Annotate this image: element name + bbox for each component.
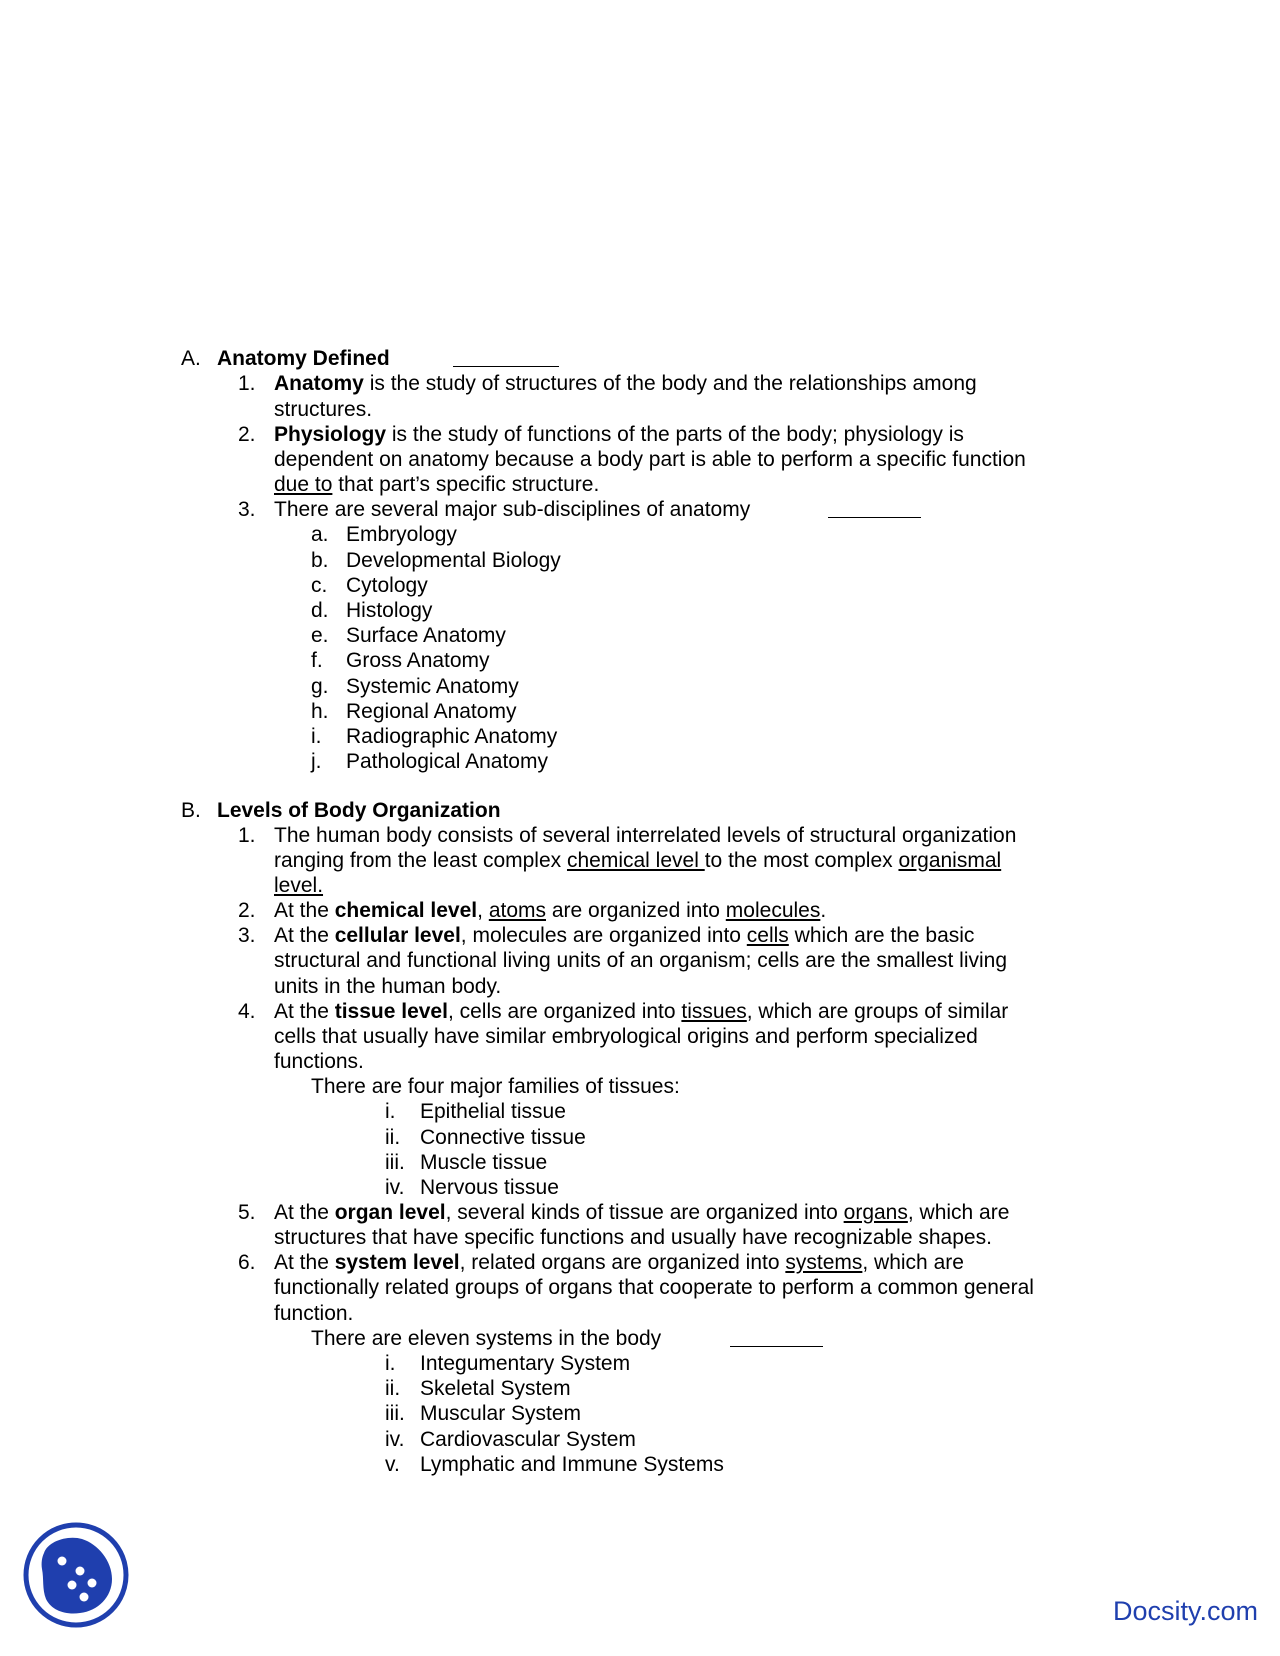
sub-label: Gross Anatomy	[346, 649, 490, 672]
sub-marker: ii.	[385, 1377, 401, 1400]
section-b-letter: B.	[181, 799, 201, 822]
underlined-text: cells	[746, 924, 789, 947]
item-number: 1.	[238, 824, 256, 847]
term-cellular-level: cellular level	[334, 924, 461, 947]
fill-blank	[730, 1326, 823, 1347]
list-item-continuation	[0, 948, 1280, 974]
term-anatomy: Anatomy	[274, 372, 364, 395]
sub-label: Skeletal System	[420, 1377, 571, 1400]
sub-marker: j.	[311, 750, 322, 773]
sub-list-item	[0, 749, 1280, 775]
item-text-part: functionally related groups of organs that cooperate to perform a common general	[274, 1276, 1034, 1299]
item-text	[274, 472, 599, 498]
section-b-heading	[0, 798, 1280, 824]
item-number: 1.	[238, 372, 256, 395]
sub-label: Lymphatic and Immune Systems	[420, 1453, 724, 1476]
item-text-part: cells that usually have similar embryological origins and perform specialized	[274, 1025, 978, 1048]
sub-marker: e.	[311, 624, 329, 647]
sub-marker: i.	[385, 1100, 396, 1123]
item-text-part: , which are	[907, 1201, 1010, 1224]
sub-marker: i.	[311, 725, 322, 748]
underlined-text: organs	[843, 1201, 908, 1224]
item-text-part: , which are groups of similar	[746, 1000, 1009, 1023]
sub-list-item	[0, 724, 1280, 750]
list-item	[0, 898, 1280, 924]
docsity-logo-icon	[22, 1521, 130, 1629]
item-text-part: which are the basic	[788, 924, 975, 947]
item-number: 6.	[238, 1251, 256, 1274]
item-text-part: , which are	[862, 1251, 964, 1274]
sub-marker: h.	[311, 700, 329, 723]
sub-list-item	[0, 1175, 1280, 1201]
term-system-level: system level	[334, 1251, 460, 1274]
sub-label: Muscle tissue	[420, 1151, 548, 1174]
list-item	[0, 923, 1280, 949]
list-item-continuation	[0, 848, 1280, 874]
sub-label: Connective tissue	[420, 1126, 586, 1149]
underlined-text: atoms	[488, 899, 546, 922]
sub-list-item	[0, 623, 1280, 649]
fill-blank	[453, 346, 559, 367]
underlined-text: systems	[785, 1251, 863, 1274]
item-text-part: At the	[274, 1201, 335, 1224]
sub-label: Pathological Anatomy	[346, 750, 548, 773]
docsity-brand-link[interactable]: Docsity.com	[1112, 1596, 1258, 1626]
sub-list-item	[0, 548, 1280, 574]
fill-blank	[828, 497, 921, 518]
item-text-part: is the study of functions of the parts of the body; physiology is	[386, 423, 964, 446]
item-text-part: At the	[274, 899, 335, 922]
intro-text: There are eleven systems in the body	[311, 1327, 662, 1350]
term-chemical-level: chemical level	[334, 899, 478, 922]
sub-label: Surface Anatomy	[346, 624, 506, 647]
list-item-continuation	[0, 1301, 1280, 1327]
sub-marker: g.	[311, 675, 329, 698]
item-text-part: At the	[274, 924, 335, 947]
item-text-part: function.	[274, 1302, 354, 1325]
item-text	[274, 999, 1008, 1025]
underlined-text: organismal	[898, 849, 1002, 872]
item-text	[274, 1200, 1009, 1226]
item-text-part: structural and functional living units of an organism; cells are the smallest living	[274, 949, 1008, 972]
sub-label: Regional Anatomy	[346, 700, 517, 723]
sub-list-item	[0, 674, 1280, 700]
sub-label: Epithelial tissue	[420, 1100, 566, 1123]
term-physiology: Physiology	[274, 423, 387, 446]
sub-list-item	[0, 1125, 1280, 1151]
item-text-part: ,	[477, 899, 489, 922]
item-text-part: , cells are organized into	[447, 1000, 682, 1023]
systems-intro	[0, 1326, 1280, 1352]
sub-list-item	[0, 699, 1280, 725]
sub-list-item	[0, 522, 1280, 548]
item-text: There are several major sub-disciplines of anatomy	[274, 498, 751, 521]
item-text-part: At the	[274, 1000, 335, 1023]
item-text-part: ranging from the least complex	[274, 849, 567, 872]
item-text-part: are organized into	[546, 899, 726, 922]
sub-label: Developmental Biology	[346, 549, 561, 572]
list-item	[0, 371, 1280, 397]
sub-list-item	[0, 1452, 1280, 1478]
sub-label: Nervous tissue	[420, 1176, 559, 1199]
sub-marker: a.	[311, 523, 329, 546]
sub-label: Radiographic Anatomy	[346, 725, 558, 748]
item-number: 2.	[238, 899, 256, 922]
sub-label: Embryology	[346, 523, 457, 546]
term-tissue-level: tissue level	[334, 1000, 448, 1023]
tissues-intro	[0, 1074, 1280, 1100]
item-number: 4.	[238, 1000, 256, 1023]
list-item	[0, 1200, 1280, 1226]
sub-label: Systemic Anatomy	[346, 675, 519, 698]
list-item	[0, 1250, 1280, 1276]
item-text	[274, 371, 977, 397]
list-item-continuation	[0, 1275, 1280, 1301]
underlined-text: molecules	[725, 899, 821, 922]
sub-marker: iii.	[385, 1151, 405, 1174]
list-item-continuation	[0, 1225, 1280, 1251]
sub-label: Cardiovascular System	[420, 1428, 636, 1451]
sub-marker: iv.	[385, 1428, 405, 1451]
underlined-text: tissues	[681, 1000, 747, 1023]
item-number: 5.	[238, 1201, 256, 1224]
intro-text: There are four major families of tissues:	[311, 1075, 680, 1098]
sub-marker: v.	[385, 1453, 400, 1476]
underlined-text: chemical level	[566, 849, 705, 872]
sub-label: Muscular System	[420, 1402, 582, 1425]
sub-marker: ii.	[385, 1126, 401, 1149]
item-text-part: , related organs are organized into	[459, 1251, 786, 1274]
item-text-part: , molecules are organized into	[460, 924, 747, 947]
sub-label: Histology	[346, 599, 433, 622]
sub-marker: iii.	[385, 1402, 405, 1425]
item-text-part: structures.	[274, 398, 373, 421]
sub-list-item	[0, 1150, 1280, 1176]
term-organ-level: organ level	[334, 1201, 446, 1224]
list-item-continuation	[0, 447, 1280, 473]
sub-marker: iv.	[385, 1176, 405, 1199]
section-a-letter: A.	[181, 347, 201, 370]
item-number: 2.	[238, 423, 256, 446]
sub-list-item	[0, 648, 1280, 674]
item-text-part: structures that have specific functions and usually have recognizable shapes.	[274, 1226, 992, 1249]
list-item-continuation	[0, 873, 1280, 899]
item-text-part: to the most complex	[704, 849, 899, 872]
sub-marker: c.	[311, 574, 328, 597]
item-text-part: that part’s specific structure.	[332, 473, 600, 496]
sub-marker: i.	[385, 1352, 396, 1375]
list-item	[0, 999, 1280, 1025]
list-item	[0, 422, 1280, 448]
list-item-continuation	[0, 1049, 1280, 1075]
sub-label: Cytology	[346, 574, 428, 597]
item-text-part: is the study of structures of the body and the relationships among	[363, 372, 977, 395]
sub-list-item	[0, 1401, 1280, 1427]
item-text: The human body consists of several interrelated levels of structural organization	[274, 824, 1017, 847]
item-text-part: units in the human body.	[274, 975, 502, 998]
sub-list-item	[0, 598, 1280, 624]
item-text	[274, 1250, 964, 1276]
item-text	[274, 898, 826, 924]
sub-list-item	[0, 1427, 1280, 1453]
list-item-continuation	[0, 397, 1280, 423]
underlined-text: due to	[274, 473, 333, 496]
sub-marker: b.	[311, 549, 329, 572]
list-item	[0, 823, 1280, 849]
item-text-part: At the	[274, 1251, 335, 1274]
sub-list-item	[0, 1351, 1280, 1377]
sub-label: Integumentary System	[420, 1352, 631, 1375]
list-item-continuation	[0, 1024, 1280, 1050]
item-number: 3.	[238, 924, 256, 947]
item-text	[274, 923, 974, 949]
section-a-heading	[0, 346, 1280, 372]
sub-list-item	[0, 1099, 1280, 1125]
sub-marker: d.	[311, 599, 329, 622]
sub-list-item	[0, 573, 1280, 599]
sub-list-item	[0, 1376, 1280, 1402]
section-b-title: Levels of Body Organization	[217, 799, 501, 822]
item-text-part: functions.	[274, 1050, 364, 1073]
list-item-continuation	[0, 472, 1280, 498]
item-number: 3.	[238, 498, 256, 521]
underlined-text: level.	[274, 874, 324, 897]
section-a-title: Anatomy Defined	[217, 347, 390, 370]
item-text-part: .	[820, 899, 827, 922]
item-text	[274, 848, 1001, 874]
item-text	[274, 422, 964, 448]
item-text-part: dependent on anatomy because a body part is able to perform a specific function	[274, 448, 1026, 471]
list-item-continuation	[0, 974, 1280, 1000]
sub-marker: f.	[311, 649, 323, 672]
list-item	[0, 497, 1280, 523]
item-text-part: , several kinds of tissue are organized into	[445, 1201, 844, 1224]
